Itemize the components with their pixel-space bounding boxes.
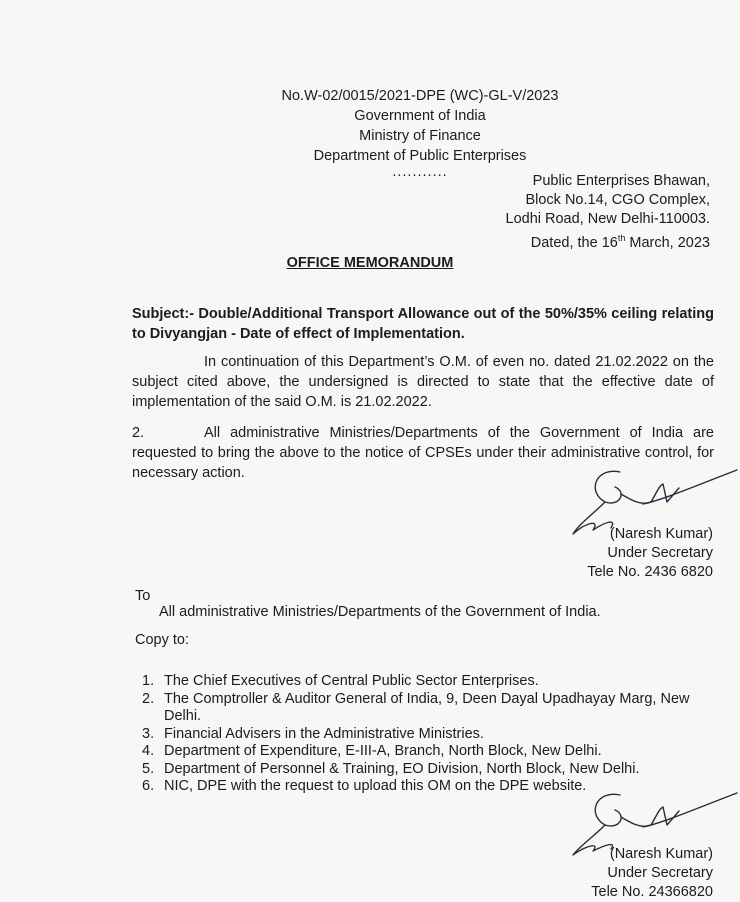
paragraph-number: 2. (132, 425, 145, 441)
address-line-2: Block No.14, CGO Complex, (525, 192, 710, 208)
signatory-designation: Under Secretary (607, 865, 713, 881)
to-recipient: All administrative Ministries/Departments of the Government of India. (159, 604, 601, 620)
copy-to-label: Copy to: (135, 632, 189, 648)
signatory-designation: Under Secretary (607, 545, 713, 561)
ministry-name: Ministry of Finance (359, 128, 481, 144)
list-item: 5. Department of Personnel & Training, EO Division, North Block, New Delhi. (142, 760, 640, 777)
list-item: 4. Department of Expenditure, E-III-A, Branch, North Block, New Delhi. (142, 743, 602, 759)
signatory-phone: Tele No. 2436 6820 (587, 564, 713, 580)
list-item: 6. NIC, DPE with the request to upload this OM on the DPE website. (142, 778, 587, 794)
copy-to-list (142, 673, 722, 796)
signatory-name: (Naresh Kumar) (609, 526, 713, 542)
department-name: Department of Public Enterprises (313, 148, 527, 164)
address-line-3: Lodhi Road, New Delhi-110003. (505, 211, 710, 227)
paragraph-1: In continuation of this Department’s O.M. of even no. dated 21.02.2022 on the subject cited above, the undersigned is directed to state that the effective date of implementation of the said O.M. is 21.02.2022. (132, 354, 714, 410)
subject-line: Subject:- Double/Additional Transport Allowance out of the 50%/35% ceiling relating to Divyangjan - Date of effect of Implementation. (132, 306, 714, 342)
list-item: 1. The Chief Executives of Central Public Sector Enterprises. (142, 673, 539, 689)
separator-dots: ........... (392, 164, 448, 180)
address-line-1: Public Enterprises Bhawan, (532, 173, 710, 189)
list-item: 3. Financial Advisers in the Administrative Ministries. (142, 725, 484, 742)
list-item: 2. The Comptroller & Auditor General of India, 9, Deen Dayal Upadhayay Marg, New Delhi. (142, 690, 690, 724)
signature-block-1 (587, 525, 713, 582)
signatory-name: (Naresh Kumar) (609, 846, 713, 862)
office-address (506, 172, 710, 253)
document-title: OFFICE MEMORANDUM (286, 255, 454, 271)
signature-block-2 (591, 845, 713, 902)
government-name: Government of India (354, 108, 486, 124)
paragraph-2-text: All administrative Ministries/Departments of the Government of India are requested to bring the above to the notice of CPSEs under their administrative control, for necessary action. (132, 425, 714, 481)
signatory-phone: Tele No. 24366820 (591, 884, 713, 900)
to-label: To (135, 588, 151, 604)
reference-number: No.W-02/0015/2021-DPE (WC)-GL-V/2023 (281, 88, 559, 104)
letterhead (220, 86, 620, 178)
memo-date: Dated, the 16th March, 2023 (530, 233, 710, 251)
